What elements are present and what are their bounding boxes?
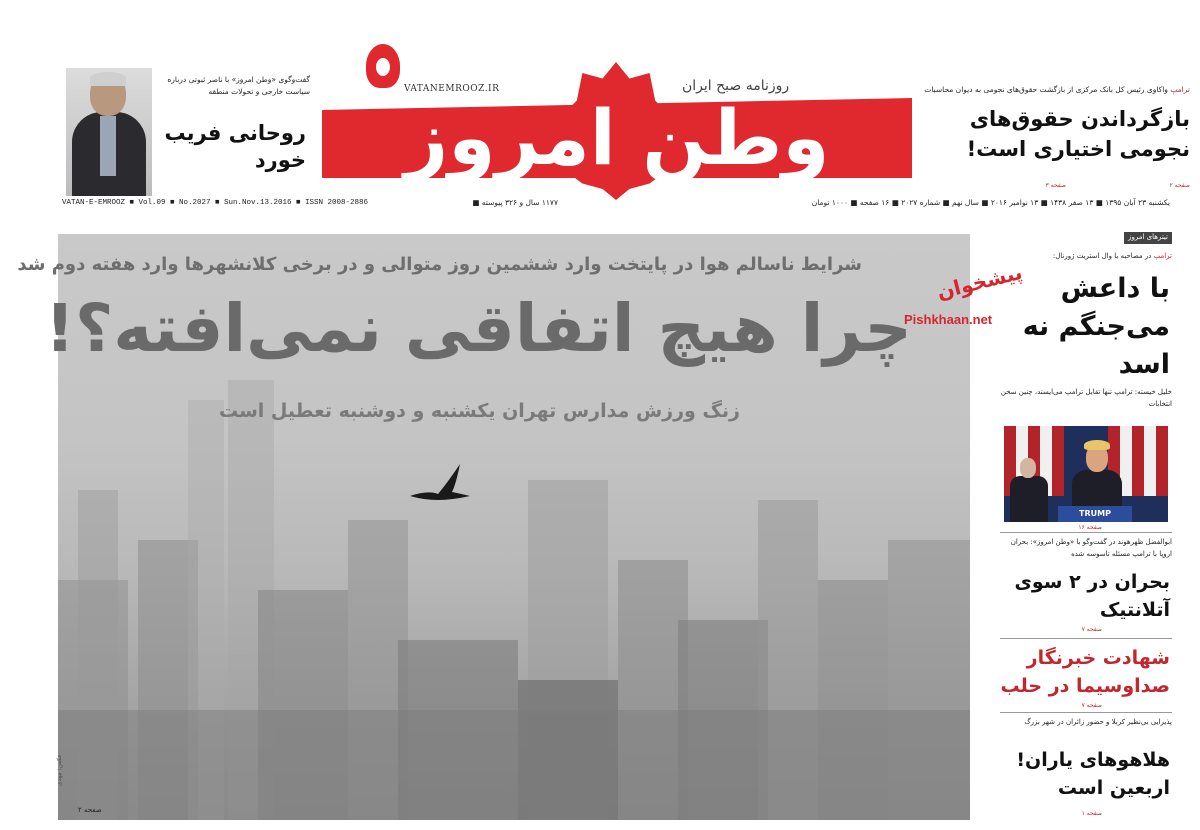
city-foreground <box>58 710 970 820</box>
photo-credit: عکس: مهدی <box>56 754 63 787</box>
person-hair <box>1084 440 1110 450</box>
story4-page-ref: صفحه ۱ <box>1081 810 1102 817</box>
issue-date-persian: یکشنبه ۲۳ آبان ۱۳۹۵ ■ ۱۳ صفر ۱۴۳۸ ■ ۱۳ نوامبر ۲۰۱۶ ■ سال نهم ■ شماره ۲۰۲۷ ■ ۱۶ صفحه ■ ۱۰۰۰ تومان <box>811 198 1170 207</box>
main-story-supertitle: شرایط ناسالم هوا در پایتخت وارد ششمین روز متوالی و در برخی کلانشهرها وارد هفته دوم شد <box>17 254 862 275</box>
story2-page-ref: صفحه ۷ <box>1081 626 1102 633</box>
main-story-subtitle: زنگ ورزش مدارس تهران یکشنبه و دوشنبه تعطیل است <box>218 400 740 422</box>
left-promo[interactable] <box>60 60 310 200</box>
flag-stripe <box>1144 426 1156 496</box>
trump-rally-photo[interactable] <box>1004 426 1168 522</box>
flag-stripe <box>1052 426 1064 496</box>
story1-kicker-text: در مصاحبه با وال استریت ژورنال: <box>1052 252 1154 260</box>
story4-kicker: پذیرایی بی‌نظیر کربلا و حضور زائران در شهر بزرگ <box>1024 718 1172 726</box>
promo-title: روحانی فریب خورد <box>164 121 306 172</box>
divider <box>1000 532 1172 533</box>
right-teaser-kicker-red: ترامپ <box>1170 85 1190 94</box>
story2-kicker: ابوالفضل ظهرهوند در گفت‌وگو با «وطن امروز»: بحران اروپا با ترامپ مسئله تاسوسه شده <box>1010 538 1172 558</box>
story1-page-ref: صفحه ۱۶ <box>1078 524 1102 531</box>
hand-emblem-icon <box>366 44 400 88</box>
story4-title[interactable]: هلاهوهای یاران! اربعین است <box>1016 749 1170 799</box>
newspaper-tagline: روزنامه صبح ایران <box>682 78 790 94</box>
watermark-persian: پیشخوان <box>934 259 1025 305</box>
divider <box>1000 712 1172 713</box>
newspaper-logo <box>322 40 912 200</box>
main-story-headline: چرا هیچ اتفاقی نمی‌افته؟! <box>44 290 912 367</box>
person-figure <box>1010 476 1048 522</box>
podium-sign: TRUMP <box>1058 506 1132 522</box>
right-teaser-title: بازگرداندن حقوق‌های نجومی اختیاری است! <box>966 107 1190 161</box>
bird-icon <box>408 462 472 506</box>
right-teaser-page-ref: صفحه ۲ <box>1169 182 1190 189</box>
main-story-page-ref: صفحه ۲ <box>78 806 102 814</box>
promo-kicker: گفت‌وگوی «وطن امروز» با ناصر ثبوتی درباره سیاست خارجی و تحولات منطقه <box>167 75 310 96</box>
main-story-photo[interactable] <box>17 234 970 820</box>
story1-kicker <box>1000 252 1172 260</box>
story2-title[interactable]: بحران در ۲ سوی آتلانتیک <box>1014 571 1170 621</box>
right-teaser[interactable] <box>920 84 1190 194</box>
issue-info-english: VATAN-E-EMROOZ ■ Vol.09 ■ No.2027 ■ Sun.Nov.13.2016 ■ ISSN 2008-2886 <box>62 199 369 207</box>
issue-number-persian: ۱۱۷۷ سال و ۳۲۶ پیوسته ■ <box>472 198 558 207</box>
divider <box>1000 638 1172 639</box>
website-address: VATANEMROOZ.IR <box>404 84 500 94</box>
story1-title[interactable]: با داعش می‌جنگم نه اسد <box>1022 273 1170 380</box>
story3-page-ref: صفحه ۷ <box>1081 702 1102 709</box>
right-column-headlines <box>1000 230 1172 830</box>
story1-kicker-red: ترامپ <box>1153 252 1172 260</box>
story3-title[interactable]: شهادت خبرنگار صداوسیما در حلب <box>1000 647 1170 697</box>
right-teaser-kicker-text: واکاوی رئیس کل بانک مرکزی از بازگشت حقوق‌های نجومی به دیوان محاسبات <box>924 85 1168 94</box>
story1-deck: خلیل خیسته: ترامپ تنها تقابل ترامپ می‌ایستد، چنین سخن انتخابات <box>1000 388 1172 408</box>
flag-stripe <box>1156 426 1168 496</box>
logo-wordmark: وطن امروز <box>404 93 830 182</box>
section-label: تیترهای امروز <box>1124 232 1172 244</box>
flag-stripe <box>1132 426 1144 496</box>
promo-page-ref: صفحه ۳ <box>1045 182 1066 189</box>
watermark-english: Pishkhaan.net <box>904 312 993 327</box>
masthead <box>0 0 1200 200</box>
promo-portrait-photo <box>66 68 152 196</box>
right-teaser-kicker <box>920 84 1190 96</box>
person-head <box>1020 458 1036 478</box>
date-strip <box>58 196 1170 212</box>
